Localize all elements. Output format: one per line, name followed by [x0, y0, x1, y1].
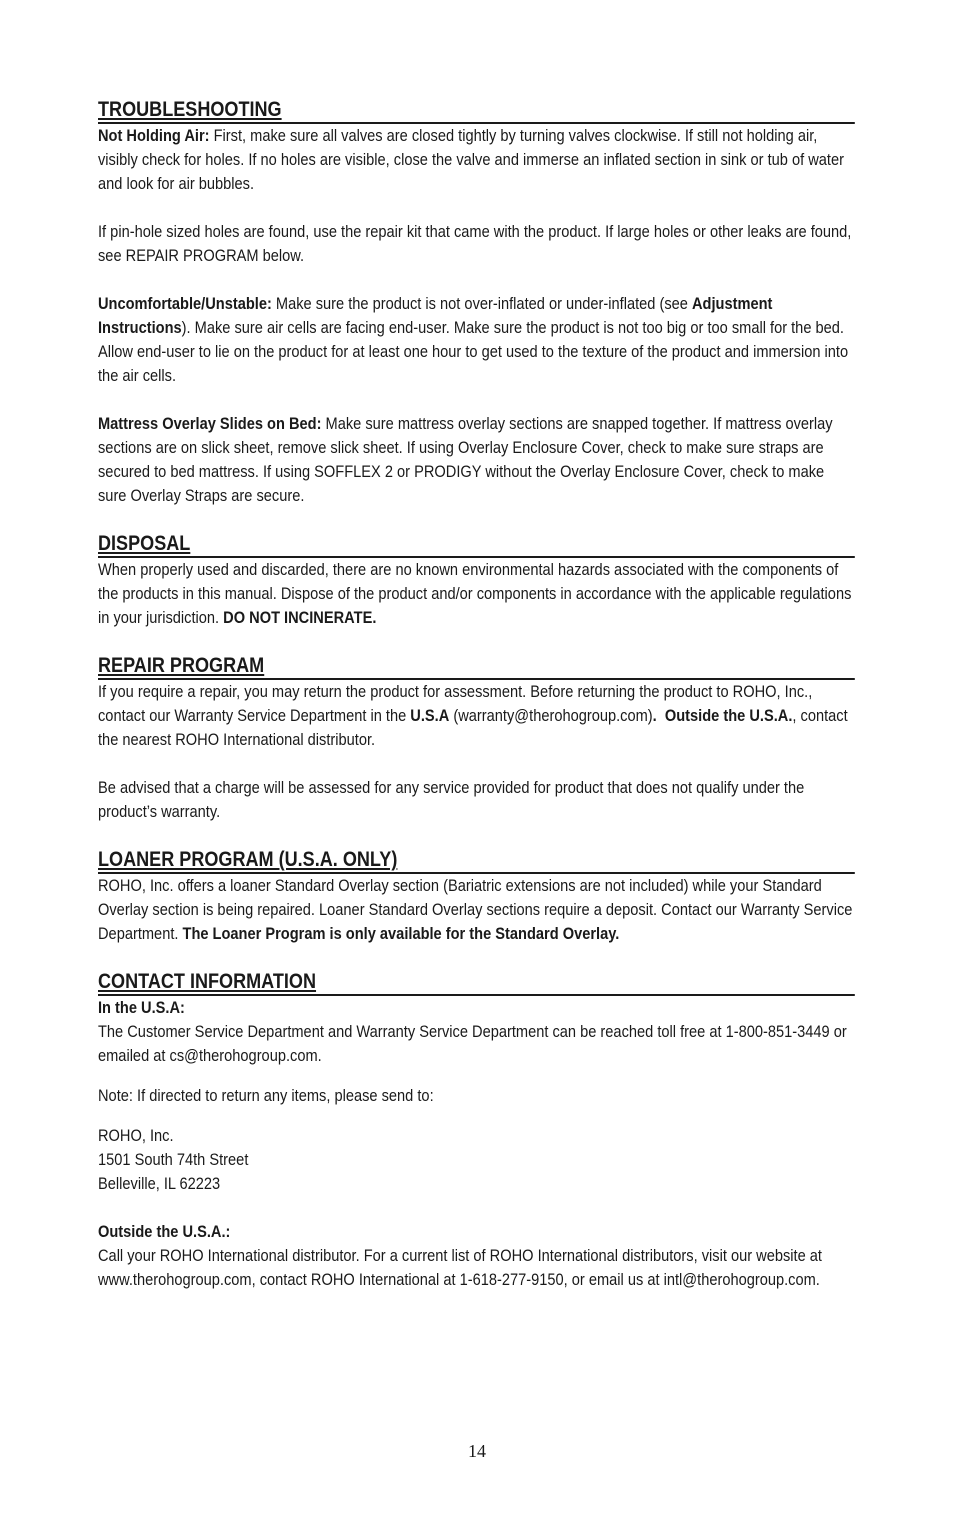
repair-program-heading: REPAIR PROGRAM	[98, 652, 855, 680]
page-number: 14	[468, 1441, 486, 1461]
disposal-heading: DISPOSAL	[98, 530, 855, 558]
return-note: Note: If directed to return any items, please send to:	[98, 1086, 434, 1105]
uncomfortable-paragraph: Uncomfortable/Unstable: Make sure the product is not over-inflated or under-inflated (see Adjustment Instructions). Make sure air cells are facing end-user. Make sure the product is not too big or too small for the bed. Allow end-user to lie on the product for at least one hour to get used to the texture of the product and immersion into the air cells.	[98, 294, 849, 385]
overlay-slides-paragraph: Mattress Overlay Slides on Bed: Make sure mattress overlay sections are snapped together. If mattress overlay sections are on slick sheet, remove slick sheet. If using Overlay Enclosure Cover, check to make sure straps are secured to bed mattress. If using SOFFLEX 2 or PRODIGY without the Overlay Enclosure Cover, check to make sure Overlay Straps are secure.	[98, 414, 833, 505]
page-content	[98, 96, 855, 1292]
adjustment-instructions-ref: Adjustment Instructions	[98, 294, 773, 337]
overlay-slides-label: Mattress Overlay Slides on Bed:	[98, 414, 322, 433]
do-not-incinerate-warning: DO NOT INCINERATE.	[223, 608, 377, 627]
address-line-3: Belleville, IL 62223	[98, 1174, 221, 1193]
troubleshooting-heading: TROUBLESHOOTING	[98, 96, 855, 124]
outside-usa-label: Outside the U.S.A.:	[98, 1222, 231, 1241]
not-holding-air-label: Not Holding Air:	[98, 126, 210, 145]
pin-hole-paragraph: If pin-hole sized holes are found, use the repair kit that came with the product. If large holes or other leaks are found, see REPAIR PROGRAM below.	[98, 222, 852, 265]
manual-page	[98, 96, 855, 1292]
repair-paragraph: If you require a repair, you may return the product for assessment. Before returning the product to ROHO, Inc., contact our Warranty Service Department in the U.S.A (warranty@therohogroup.com). Outside the U.S.A., contact the nearest ROHO International distributor.	[98, 682, 848, 749]
uncomfortable-label: Uncomfortable/Unstable:	[98, 294, 272, 313]
address-line-2: 1501 South 74th Street	[98, 1150, 249, 1169]
outside-usa-paragraph: Call your ROHO International distributor. For a current list of ROHO International distributors, visit our website at www.therohogroup.com, contact ROHO International at 1-618-277-9150, or email us at intl@therohogroup.com.	[98, 1246, 822, 1289]
disposal-paragraph: When properly used and discarded, there are no known environmental hazards associated with the components of the products in this manual. Dispose of the product and/or components in accordance with the applicable regulations in your jurisdiction. DO NOT INCINERATE.	[98, 560, 852, 627]
usa-contact-label: In the U.S.A:	[98, 998, 185, 1017]
loaner-paragraph: ROHO, Inc. offers a loaner Standard Overlay section (Bariatric extensions are not included) while your Standard Overlay section is being repaired. Loaner Standard Overlay sections require a deposit. Contact our Warranty Service Department. The Loaner Program is only available for the Standard Overlay.	[98, 876, 853, 943]
contact-information-heading: CONTACT INFORMATION	[98, 968, 855, 996]
loaner-availability-note: The Loaner Program is only available for the Standard Overlay.	[182, 924, 620, 943]
address-line-1: ROHO, Inc.	[98, 1126, 174, 1145]
usa-contact-paragraph: The Customer Service Department and Warranty Service Department can be reached toll free at 1-800-851-3449 or emailed at cs@therohogroup.com.	[98, 1022, 847, 1065]
not-holding-air-paragraph: Not Holding Air: First, make sure all valves are closed tightly by turning valves clockwise. If still not holding air, visibly check for holes. If no holes are visible, close the valve and immerse an inflated section in sink or tub of water and look for air bubbles.	[98, 126, 844, 193]
loaner-program-heading: LOANER PROGRAM (U.S.A. ONLY)	[98, 846, 855, 874]
charge-notice-paragraph: Be advised that a charge will be assessed for any service provided for product that does not qualify under the product’s warranty.	[98, 778, 805, 821]
